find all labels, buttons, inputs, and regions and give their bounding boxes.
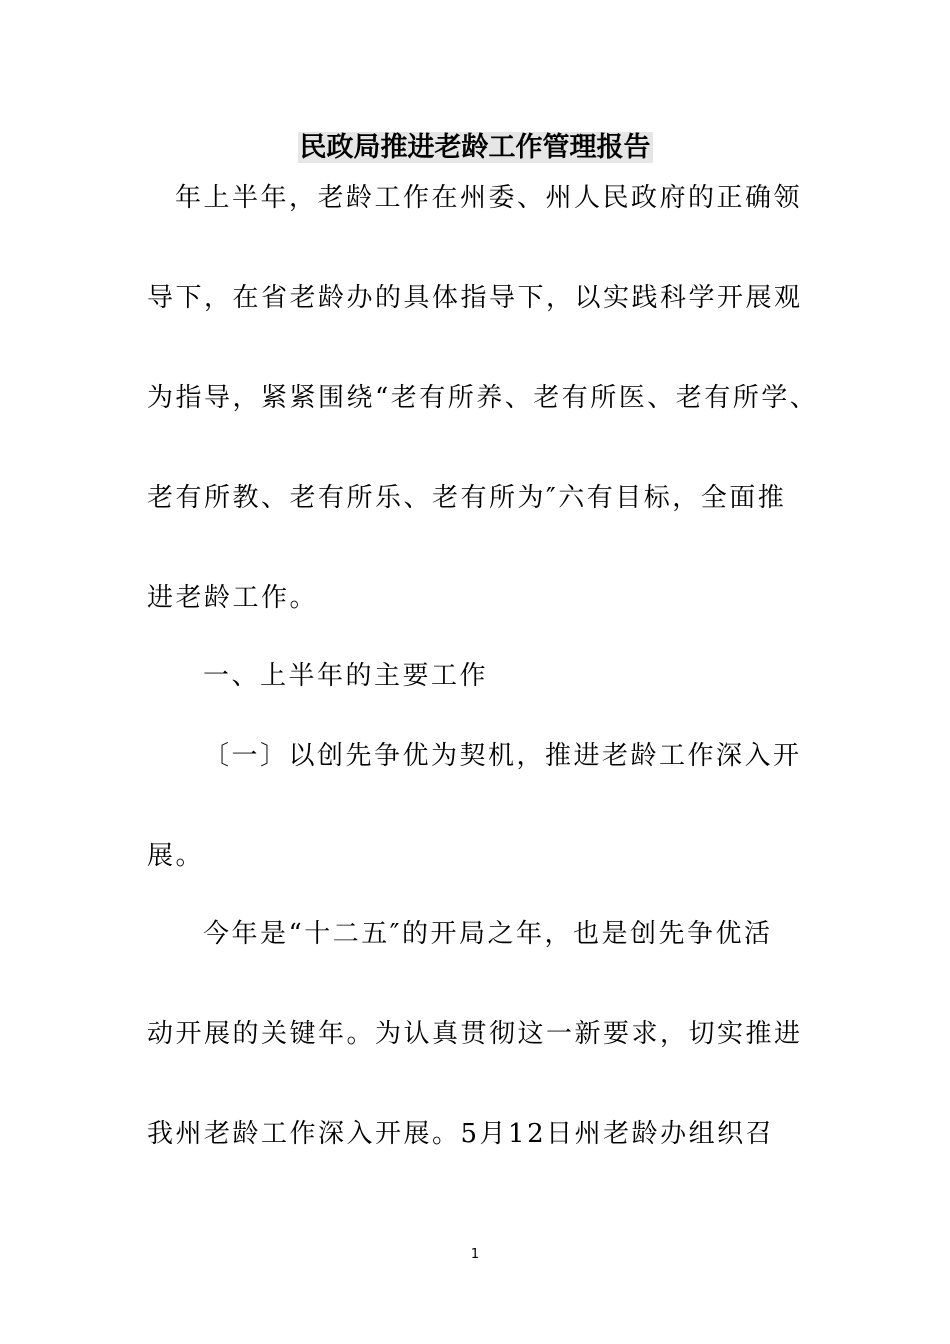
paragraph-line: 动开展的关键年。为认真贯彻这一新要求，切实推进 <box>147 1019 803 1049</box>
document-title-text: 民政局推进老龄工作管理报告 <box>299 132 651 163</box>
paragraph-line: 今年是“十二五″的开局之年，也是创先争优活 <box>203 919 773 949</box>
paragraph-line: 导下，在省老龄办的具体指导下，以实践科学开展观 <box>147 283 803 313</box>
paragraph-line: 为指导，紧紧围绕“老有所养、老有所医、老有所学、 <box>147 383 819 413</box>
paragraph-line: 进老龄工作。 <box>147 583 319 613</box>
document-title <box>0 128 950 168</box>
page-number: 1 <box>470 1247 480 1262</box>
paragraph-line: 展。 <box>147 841 205 871</box>
paragraph-line: 老有所教、老有所乐、老有所为″六有目标，全面推 <box>147 483 787 513</box>
subsection-heading: 〔一〕以创先争优为契机，推进老龄工作深入开 <box>203 741 802 771</box>
paragraph-line: 年上半年，老龄工作在州委、州人民政府的正确领 <box>175 183 803 213</box>
paragraph-line: 我州老龄工作深入开展。5月12日州老龄办组织召 <box>147 1119 775 1149</box>
section-heading: 一、上半年的主要工作 <box>203 661 489 691</box>
